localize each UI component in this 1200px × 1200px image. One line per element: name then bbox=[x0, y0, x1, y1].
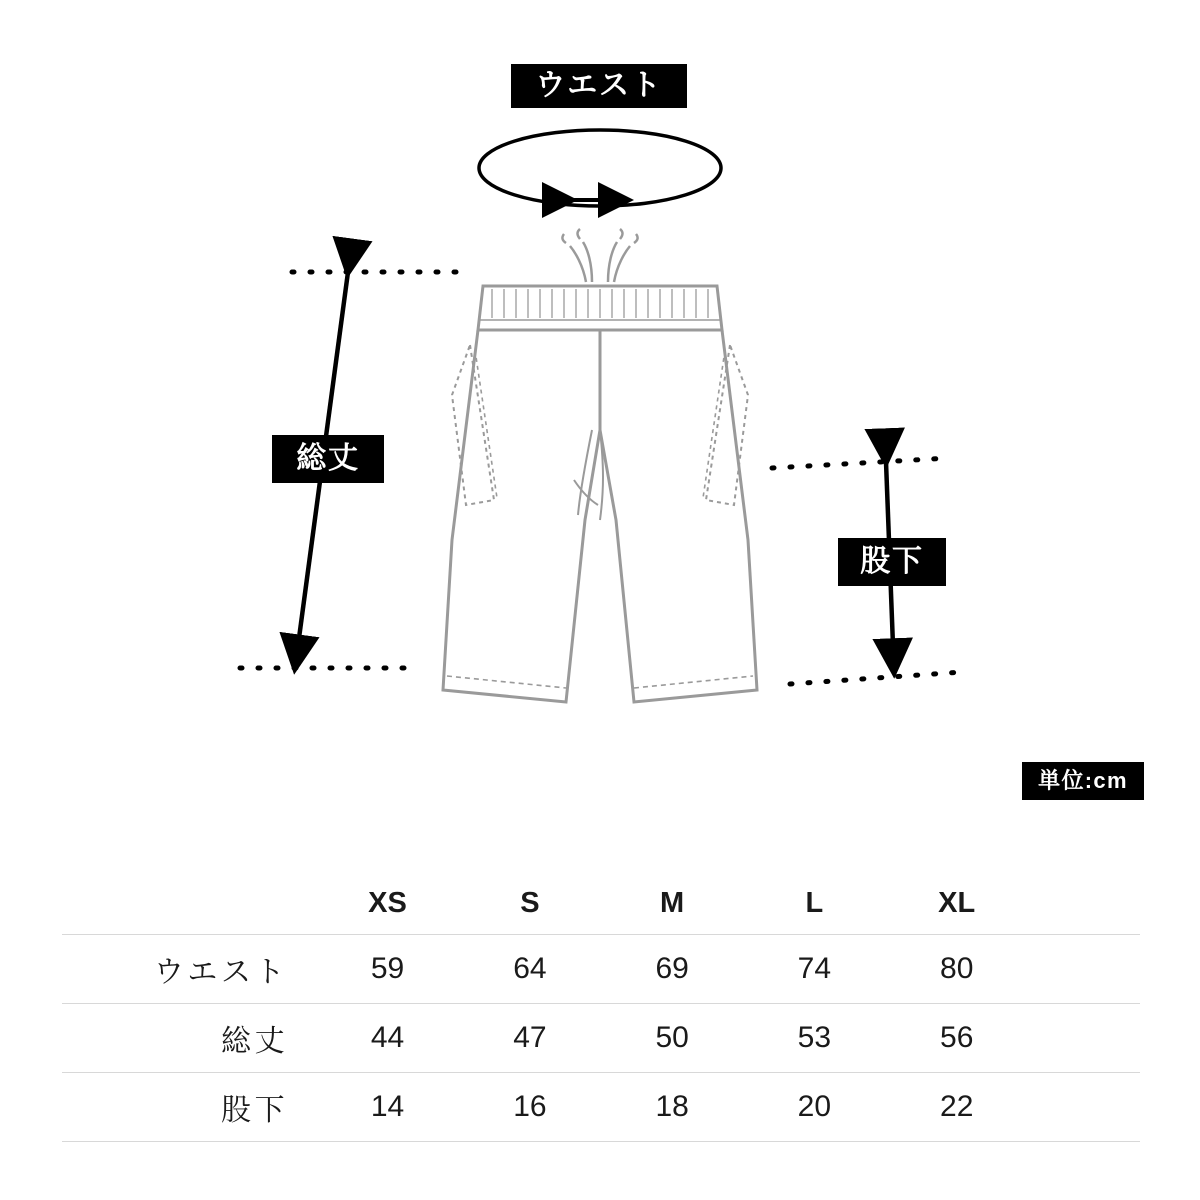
row-label-inseam: 股下 bbox=[221, 1094, 289, 1127]
table-col-s: S bbox=[520, 886, 540, 919]
cell-waist-s: 64 bbox=[513, 952, 547, 985]
cell-total-s: 47 bbox=[513, 1021, 547, 1054]
table-row bbox=[62, 1073, 1140, 1142]
table-col-l: L bbox=[805, 886, 824, 919]
row-label-waist: ウエスト bbox=[153, 956, 289, 989]
table-col-spacer bbox=[1028, 872, 1140, 935]
shorts-outline bbox=[443, 229, 757, 702]
cell-total-xs: 44 bbox=[370, 1021, 405, 1054]
label-waist: ウエスト bbox=[511, 64, 687, 108]
table-row bbox=[62, 1004, 1140, 1073]
table-col-xl: XL bbox=[938, 886, 976, 919]
cell-inseam-xl: 22 bbox=[940, 1090, 974, 1123]
cell-total-m: 50 bbox=[655, 1021, 689, 1054]
table-header-row bbox=[62, 872, 1140, 935]
row-label-total-length: 総丈 bbox=[221, 1025, 289, 1058]
table-corner-cell bbox=[62, 872, 316, 935]
cell-waist-l: 74 bbox=[797, 952, 832, 985]
label-unit: 単位:cm bbox=[1022, 762, 1144, 800]
cell-waist-xs: 59 bbox=[370, 952, 405, 985]
cell-inseam-s: 16 bbox=[513, 1090, 547, 1123]
cell-total-l: 53 bbox=[797, 1021, 832, 1054]
cell-waist-xl: 80 bbox=[940, 952, 974, 985]
cell-total-xl: 56 bbox=[940, 1021, 974, 1054]
label-total-length: 総丈 bbox=[272, 435, 384, 483]
cell-total-spacer bbox=[1028, 1004, 1140, 1073]
cell-inseam-m: 18 bbox=[655, 1090, 689, 1123]
label-inseam: 股下 bbox=[838, 538, 946, 586]
table-col-m: M bbox=[660, 886, 685, 919]
size-table bbox=[62, 872, 1140, 1142]
table-col-xs: XS bbox=[368, 886, 407, 919]
cell-inseam-l: 20 bbox=[797, 1090, 832, 1123]
waist-ellipse-icon bbox=[479, 130, 721, 206]
cell-waist-m: 69 bbox=[655, 952, 689, 985]
cell-inseam-xs: 14 bbox=[370, 1090, 405, 1123]
cell-inseam-spacer bbox=[1028, 1073, 1140, 1142]
cell-waist-spacer bbox=[1028, 935, 1140, 1004]
table-row bbox=[62, 935, 1140, 1004]
